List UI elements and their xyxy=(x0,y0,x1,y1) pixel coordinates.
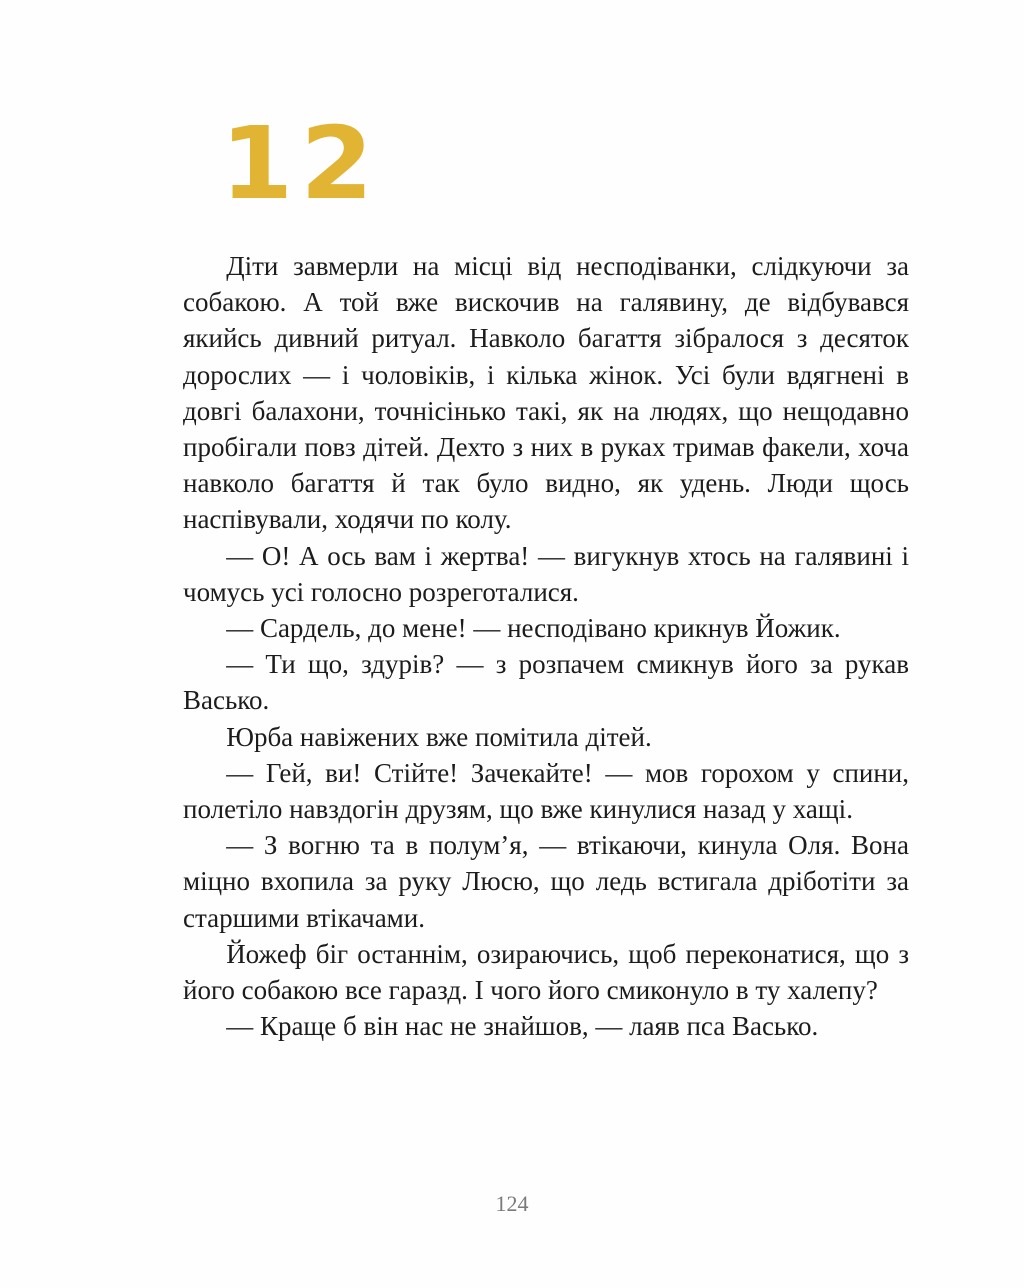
chapter-text xyxy=(183,248,909,1044)
paragraph: — Сардель, до мене! — несподівано крикнув Йожик. xyxy=(226,613,841,644)
chapter-digit-2: 2 xyxy=(299,105,373,222)
paragraph: Діти завмерли на місці від несподіванки, слідкуючи за собакою. А той вже вискочив на галявину, де відбувався якийсь дивний ритуал. Навколо багаття зібралося з десяток дорослих — і чоловіків, і кілька жінок. Усі були вдягнені в довгі балахони, точнісінько такі, як на людях, що нещодавно пробігали повз дітей. Дехто з них в руках тримав факели, хоча навколо багаття й так було видно, як удень. Люди щось наспівували, ходячи по колу. xyxy=(183,251,909,535)
chapter-number xyxy=(220,105,373,222)
chapter-digit-1: 1 xyxy=(220,105,294,222)
paragraph: — Гей, ви! Стійте! Зачекайте! — мов горохом у спини, полетіло навздогін друзям, що вже кинулися назад у хащі. xyxy=(183,757,909,825)
paragraph: Юрба навіжених вже помітила дітей. xyxy=(226,721,652,752)
page-number: 124 xyxy=(495,1191,529,1216)
paragraph: — Краще б він нас не знайшов, — лаяв пса Васько. xyxy=(226,1011,819,1042)
paragraph: — З вогню та в полум’я, — втікаючи, кинула Оля. Вона міцно вхопила за руку Люсю, що ледь встигала дріботіти за старшими втікачами. xyxy=(183,830,909,933)
paragraph: — О! А ось вам і жертва! — вигукнув хтось на галявині і чомусь усі голосно розреготалися. xyxy=(183,540,909,607)
paragraph: — Ти що, здурів? — з розпачем смикнув його за рукав Васько. xyxy=(183,649,909,716)
paragraph: Йожеф біг останнім, озираючись, щоб переконатися, що з його собакою все гаразд. І чого його смиконуло в ту халепу? xyxy=(183,938,909,1006)
